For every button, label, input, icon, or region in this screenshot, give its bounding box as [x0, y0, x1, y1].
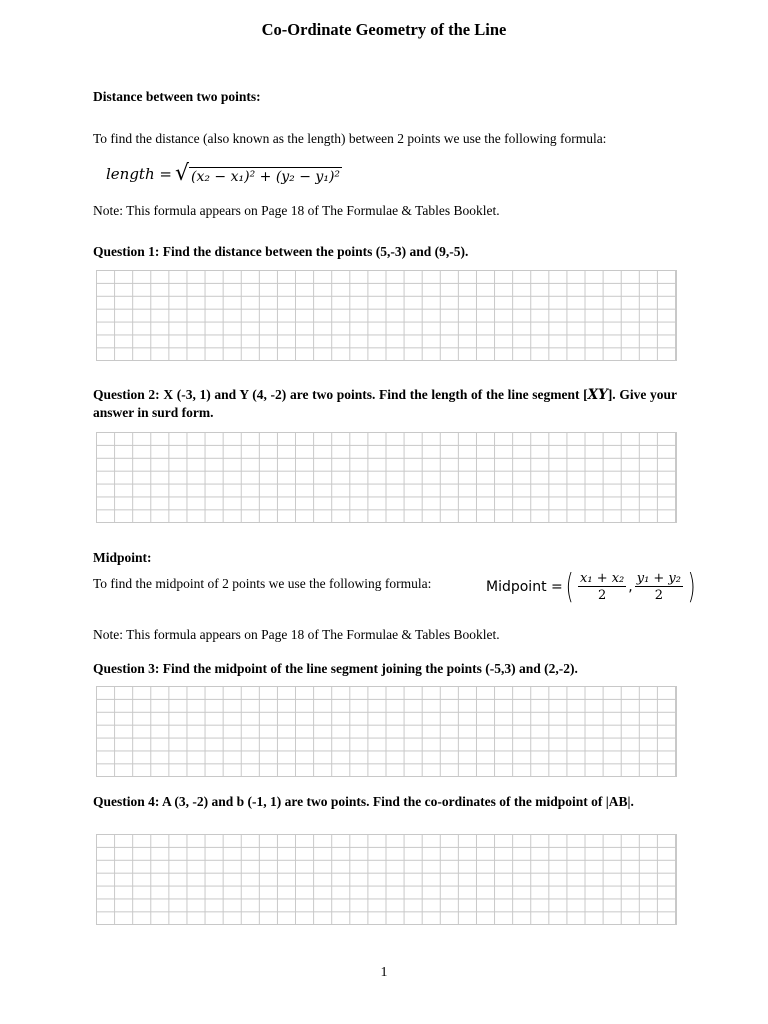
answer-grid-3: [96, 686, 677, 777]
answer-grid-4: [96, 834, 677, 925]
right-paren-icon: ): [687, 567, 696, 607]
distance-note: Note: This formula appears on Page 18 of The Formulae & Tables Booklet.: [93, 203, 500, 218]
square-root: [172, 163, 342, 185]
fraction-x-denominator: 2: [598, 588, 607, 603]
midpoint-intro: To find the midpoint of 2 points we use the following formula:: [93, 576, 432, 591]
distance-heading: Distance between two points:: [93, 89, 261, 104]
answer-grid-1: [96, 270, 677, 361]
fraction-x-numerator: x₁ + x₂: [580, 571, 625, 586]
fraction-x: [578, 571, 626, 603]
answer-grid-2: [96, 432, 677, 523]
midpoint-heading: Midpoint:: [93, 550, 152, 565]
question-1: Question 1: Find the distance between the points (5,-3) and (9,-5).: [93, 244, 469, 259]
midpoint-note: Note: This formula appears on Page 18 of The Formulae & Tables Booklet.: [93, 627, 500, 642]
fraction-separator: ,: [628, 579, 633, 595]
radical-sign-icon: √: [174, 161, 189, 186]
fraction-y-denominator: 2: [654, 588, 663, 603]
question-3: Question 3: Find the midpoint of the line segment joining the points (-5,3) and (2,-2).: [93, 661, 578, 676]
fraction-y: [635, 571, 683, 603]
distance-formula: [106, 163, 342, 185]
page-number: 1: [380, 965, 388, 980]
question-2-text-b: ]. Give your answer in surd form.: [93, 387, 677, 420]
distance-formula-lhs: length =: [106, 165, 172, 183]
midpoint-formula-label: Midpoint =: [486, 579, 563, 595]
question-2-segment: XY: [587, 387, 608, 403]
question-4: Question 4: A (3, -2) and b (-1, 1) are two points. Find the co-ordinates of the midpoint of |AB|.: [93, 794, 634, 809]
left-paren-icon: (: [565, 567, 574, 607]
distance-intro: To find the distance (also known as the length) between 2 points we use the following formula:: [93, 131, 607, 146]
question-2-text-a: Question 2: X (-3, 1) and Y (4, -2) are two points. Find the length of the line segment [: [93, 387, 588, 402]
distance-formula-radicand: (x₂ − x₁)² + (y₂ − y₁)²: [191, 169, 341, 185]
midpoint-formula: [486, 567, 698, 607]
question-2: [93, 386, 677, 422]
page-title: Co-Ordinate Geometry of the Line: [261, 20, 507, 39]
fraction-y-numerator: y₁ + y₂: [636, 571, 681, 586]
